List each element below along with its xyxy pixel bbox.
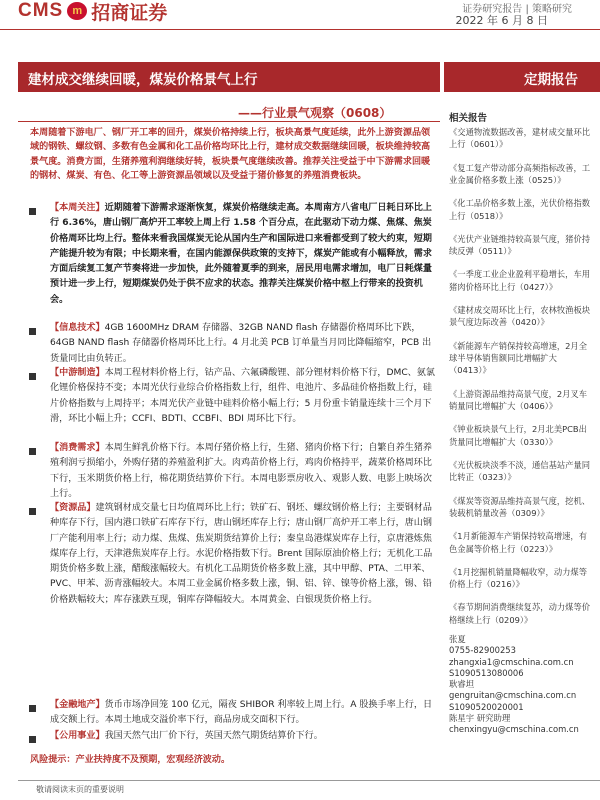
- page-header: [0, 0, 600, 30]
- related-report-link[interactable]: 《煤炭等资源品维持高景气度，挖机、装载机销量改善（0309）》: [449, 495, 591, 518]
- section-tag: 【资源品】: [50, 503, 96, 513]
- section-consumption: [50, 441, 438, 502]
- bullet-square-icon: [29, 736, 36, 743]
- header-divider: [0, 29, 600, 30]
- section-text: 本周生鲜乳价格下行。本周仔猪价格上行，生猪、猪肉价格下行；自繁自养生猪养殖利润亏损缩小，外购仔猪的养殖盈利扩大。肉鸡苗价格上行，鸡肉价格持平，蔬菜价格周环比下行，玉米期货价格上行，棉花期货结算价下行。本周电影票房收入、观影人数、电影上映场次上行。: [50, 443, 432, 499]
- subtitle-divider: [18, 121, 440, 122]
- related-report-link[interactable]: 《1月新能源车产销保持较高增速，有色金属等价格上行（0223）》: [449, 531, 588, 554]
- section-text: 我国天然气出厂价下行，英国天然气期货结算价下行。: [104, 731, 323, 741]
- section-utilities: [50, 729, 438, 745]
- section-midstream: [50, 366, 438, 442]
- analyst-email[interactable]: zhangxia1@cmschina.com.cn: [449, 656, 574, 667]
- logo-latin-text: CMS: [18, 0, 64, 21]
- report-title: 建材成交继续回暖，煤炭价格景气上行: [28, 72, 258, 88]
- section-tag: 【中游制造】: [50, 368, 105, 378]
- bullet-square-icon: [29, 328, 36, 335]
- analyst-email[interactable]: chenxingyu@cmschina.com.cn: [449, 724, 579, 735]
- analyst-name: 张夏: [449, 634, 466, 644]
- related-report-link[interactable]: 《建材成交周环比上行，农林牧渔板块景气度边际改善（0420）》: [449, 305, 591, 328]
- section-text: 建筑钢材成交量七日均值周环比上行；铁矿石、钢坯、螺纹钢价格上行；主要钢材品种库存下行，国内港口铁矿石库存下行，唐山钢坯库存上行；唐山钢厂高炉开工率上行，唐山钢厂产能利用率上行；动力煤、焦煤、焦炭期货结算价上行；秦皇岛港煤炭库存上行，京唐港炼焦煤库存上行，天津港焦炭库存上行。水泥价格指数下行。Brent 国际原油价格上行；无机化工品期货价格多数上涨，醋酸涨幅较大。有机化工品期货价格多数上涨，其中甲醇、PTA、二甲苯、PVC、甲苯、沥青涨幅较大。本周工业金属价格多数上涨，铜、铝、锌、镍等价格上涨，锡、铅价格跌幅较大；库存涨跌互现，铜库存降幅较大。本周黄金、白银现货价格上行。: [50, 503, 433, 605]
- related-reports-heading: 相关报告: [449, 113, 488, 124]
- section-tag: 【公用事业】: [50, 731, 105, 741]
- bullet-square-icon: [29, 508, 36, 515]
- related-report-link[interactable]: 《钟业板块景气上行，2月北美PCB出货量同比增幅扩大（0330）》: [449, 424, 587, 447]
- section-text: 近期随着下游需求逐渐恢复，煤炭价格继续走高。本周南方八省电厂日耗日环比上行 6.36%，唐山钢厂高炉开工率较上周上行 1.58 个百分点，在此驱动下动力煤、焦煤、焦炭价格周环比均上行。整体来看我国煤炭无论从国内生产和国际进口来看都受到了较大约束，短期产能提升较为有限；中长期来看，在国内能源保供政策的支持下，煤炭产能或有小幅释放，需求方面后续复工复产节奏将进一步加快，此外随着夏季的到来，居民用电需求增加，电厂日耗煤量预计进一步上行，短期煤炭仍处于供不应求的状态。推荐关注煤炭价格中枢上行带来的投资机会。: [50, 203, 432, 305]
- report-type: 证券研究报告 | 策略研究: [462, 4, 572, 15]
- related-report-link[interactable]: 《复工复产带动部分高频指标改善，工业金属价格多数上涨（0525）》: [449, 162, 591, 186]
- logo-emblem-icon: m: [67, 2, 87, 20]
- section-finance: [50, 698, 438, 729]
- bullet-square-icon: [29, 373, 36, 380]
- report-category: 定期报告: [524, 72, 578, 88]
- bullet-square-icon: [29, 208, 36, 215]
- related-report-link[interactable]: 《新能源车产销保持较高增速，2月全球半导体销售额同比增幅扩大（0413）》: [449, 340, 588, 376]
- related-report-link[interactable]: 《化工品价格多数上涨，光伏价格指数上行（0518）》: [449, 198, 591, 221]
- report-subtitle: ——行业景气观察（0608）: [238, 106, 392, 120]
- summary-paragraph: 本周随着下游电厂、钢厂开工率的回升，煤炭价格持续上行，板块高景气度延续，此外上游资源品领域的钢铁、螺纹钢、多数有色金属和化工品价格均环比上行，建材成交数据继续回暖，板块维持较高景气度。消费方面，生猪养殖利润继续好转，板块景气度继续改善。推荐关注受益于中下游需求回暖的钢材、煤炭、有色、化工等上游资源品领域以及受益于猪价修复的养殖消费板块。: [30, 128, 431, 182]
- related-report-link[interactable]: 《光伏产业链维持较高景气度，猪价持续反弹（0511）》: [449, 233, 591, 257]
- bullet-square-icon: [29, 705, 36, 712]
- category-banner: [444, 62, 600, 92]
- section-weekly-focus: [50, 201, 438, 322]
- logo-chinese-text: 招商证券: [91, 1, 168, 24]
- section-tag: 【消费需求】: [50, 443, 105, 453]
- analyst-name: 耿睿坦: [449, 679, 475, 690]
- section-resources: [50, 501, 438, 623]
- bullet-square-icon: [29, 448, 36, 455]
- related-report-link[interactable]: 《一季度工业企业盈利平稳增长，车用猪肉价格环比上行（0427）》: [449, 269, 591, 292]
- company-logo: [18, 0, 167, 22]
- section-tag: 【本周关注】: [50, 203, 105, 213]
- related-report-link[interactable]: 《光伏板块淡季不淡，通信基站产量同比转正（0323）》: [449, 459, 591, 483]
- section-it: [50, 321, 438, 367]
- related-report-link[interactable]: 《上游资源品维持高景气度，2月叉车销量同比增幅扩大（0406）》: [449, 388, 588, 412]
- related-report-link[interactable]: 《1月挖掘机销量降幅收窄，动力煤等价格上行（0216）》: [449, 566, 588, 590]
- analyst-phone: 0755-82900253: [449, 645, 516, 656]
- analyst-name: 陈星宇 研究助理: [449, 713, 511, 724]
- footer-divider: [18, 780, 600, 781]
- report-date: 2022 年 6 月 8 日: [455, 14, 548, 27]
- related-report-link[interactable]: 《交通物流数据改善，建材成交量环比上行（0601）》: [449, 127, 591, 150]
- analyst-license: S1090520020001: [449, 701, 524, 712]
- analyst-contacts: [449, 634, 594, 736]
- section-text: 4GB 1600MHz DRAM 存储器、32GB NAND flash 存储器价格周环比下跌，64GB NAND flash 存储器价格周环比上行。4 月北美 PCB 订单量当月同比降幅缩窄，PCB 出货量同比由负转正。: [50, 323, 432, 364]
- section-tag: 【金融地产】: [50, 700, 105, 710]
- related-report-link[interactable]: 《春节期间消费继续复苏，动力煤等价格继续上行（0209）》: [449, 602, 591, 625]
- footer-disclaimer: 敬请阅读末页的重要说明: [36, 785, 124, 794]
- section-text: 货币市场净回笼 100 亿元，隔夜 SHIBOR 利率较上周上行。A 股换手率上行，日成交额上行。本周土地成交溢价率下行，商品房成交面积下行。: [50, 700, 433, 726]
- risk-warning: 风险提示：产业扶持度不及预期，宏观经济波动。: [30, 755, 231, 765]
- title-banner: [18, 62, 440, 92]
- section-text: 本周工程材料价格上行，钴产品、六氟磷酸锂、部分锂材料价格下行，DMC、氨氯化锂价格保持不变；本周光伏行业综合价格指数上行，组件、电池片、多晶硅价格指数上行，硅片价格指数与上周持平；本周光伏产业链中硅料价格小幅上行；5 月份重卡销量连续十三个月下滑，环比小幅上升；CCFI、BDTI、CCBFI、BDI 周环比下行。: [50, 368, 435, 424]
- section-tag: 【信息技术】: [50, 323, 105, 333]
- analyst-license: S1090513080006: [449, 667, 524, 678]
- related-reports-list: [449, 126, 594, 637]
- analyst-email[interactable]: gengruitan@cmschina.com.cn: [449, 690, 577, 701]
